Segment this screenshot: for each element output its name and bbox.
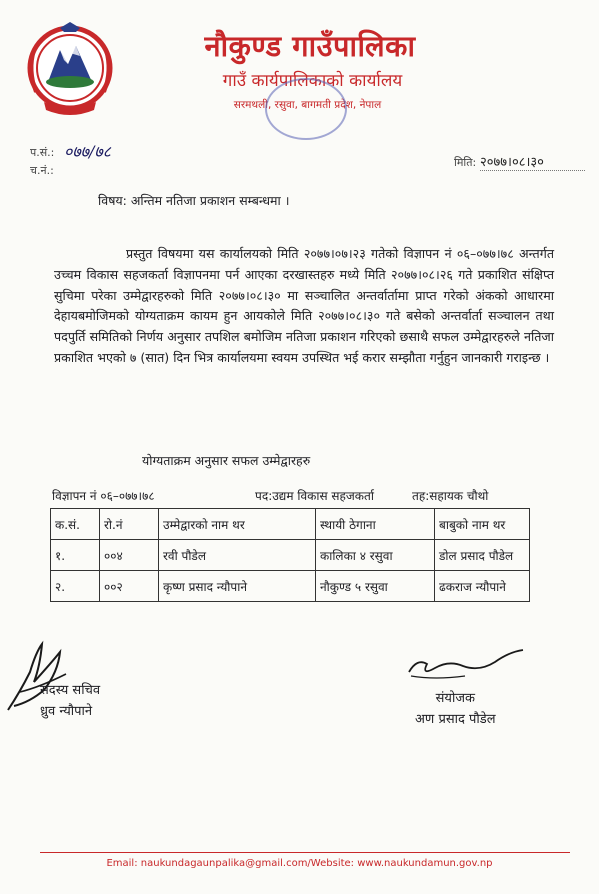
reference-label: प.सं.: [30,146,55,159]
footer-divider [40,852,570,853]
footer-contact: Email: naukundagaunpalika@gmail.com/Website: www.naukundamun.gov.np [106,858,493,869]
official-stamp [265,78,347,140]
advert-number: विज्ञापन नं ०६–०७७।७८ [52,489,155,503]
nepal-emblem-icon [24,20,116,120]
right-signatory-role: संयोजक [435,691,475,706]
reference-number: ०७७/७८ [64,142,111,161]
date-label: मिति: [454,156,477,169]
dispatch-label: च.नं.: [30,164,54,177]
table-cell: ००२ [100,571,159,602]
table-header-cell: क.सं. [51,509,100,540]
left-signatory-name: ध्रुव न्यौपाने [40,704,93,719]
office-address: सरमथली, रसुवा, बागमती प्रदेश, नेपाल [233,99,382,111]
table-header-row [51,509,530,540]
results-table [50,508,530,602]
municipality-title: नौकुण्ड गाउँपालिका [204,29,416,63]
date-value: २०७७।०८।३० [480,152,585,171]
table-cell: ढकराज न्यौपाने [435,571,530,602]
table-cell: नौकुण्ड ५ रसुवा [316,571,435,602]
letter-subject: विषय: अन्तिम नतिजा प्रकाशन सम्बन्धमा । [98,193,290,208]
table-header-cell: बाबुको नाम थर [435,509,530,540]
table-cell: कालिका ४ रसुवा [316,540,435,571]
table-cell: रवी पौडेल [159,540,316,571]
table-header-cell: स्थायी ठेगाना [316,509,435,540]
left-signatory [40,680,100,722]
table-row [51,540,530,571]
table-row [51,571,530,602]
table-header-cell: उम्मेद्वारको नाम थर [159,509,316,540]
post-name: पद:उद्यम विकास सहजकर्ता [255,489,374,503]
table-cell: ००४ [100,540,159,571]
right-signatory [415,688,496,730]
table-cell: २. [51,571,100,602]
table-header-cell: रो.नं [100,509,159,540]
office-subtitle: गाउँ कार्यपालिकाको कार्यालय [222,71,403,91]
table-cell: १. [51,540,100,571]
results-heading: योग्यताक्रम अनुसार सफल उम्मेद्वारहरु [142,453,311,468]
right-signature [405,636,530,686]
left-signatory-role: सदस्य सचिव [40,683,101,698]
right-signatory-name: अण प्रसाद पौडेल [415,712,496,727]
table-cell: कृष्ण प्रसाद न्यौपाने [159,571,316,602]
post-level: तह:सहायक चौथो [412,489,489,503]
table-cell: डोल प्रसाद पौडेल [435,540,530,571]
letter-body: प्रस्तुत विषयमा यस कार्यालयको मिति २०७७।०७।२३ गतेको विज्ञापन नं ०६–०७७।७८ अन्तर्गत उच्चम विकास सहजकर्ता विज्ञापनमा पर्न आएका दरखास्तहरु मध्ये मिति २०७७।०८।२६ गते प्रकाशित संक्षिप्त सुचिमा परेका उम्मेद्वारहरुको मिति २०७७।०८।३० मा सञ्चालित अन्तर्वार्तामा प्राप्त गरेको अंकको आधारमा देहायबमोजिमको योग्यताक्रम कायम हुन आयकोले मिति २०७७।०८।३० गते बसेको अन्तर्वार्ता सञ्चालन तथा पदपुर्ति समितिको निर्णय अनुसार तपशिल बमोजिम नतिजा प्रकाशन गरिएको छसाथै सफल उम्मेद्वारहरुले नतिजा प्रकाशित भएको ७ (सात) दिन भित्र कार्यालयमा स्वयम उपस्थित भई करार सम्झौता गर्नुहुन जानकारी गराइन्छ । [54,246,554,365]
